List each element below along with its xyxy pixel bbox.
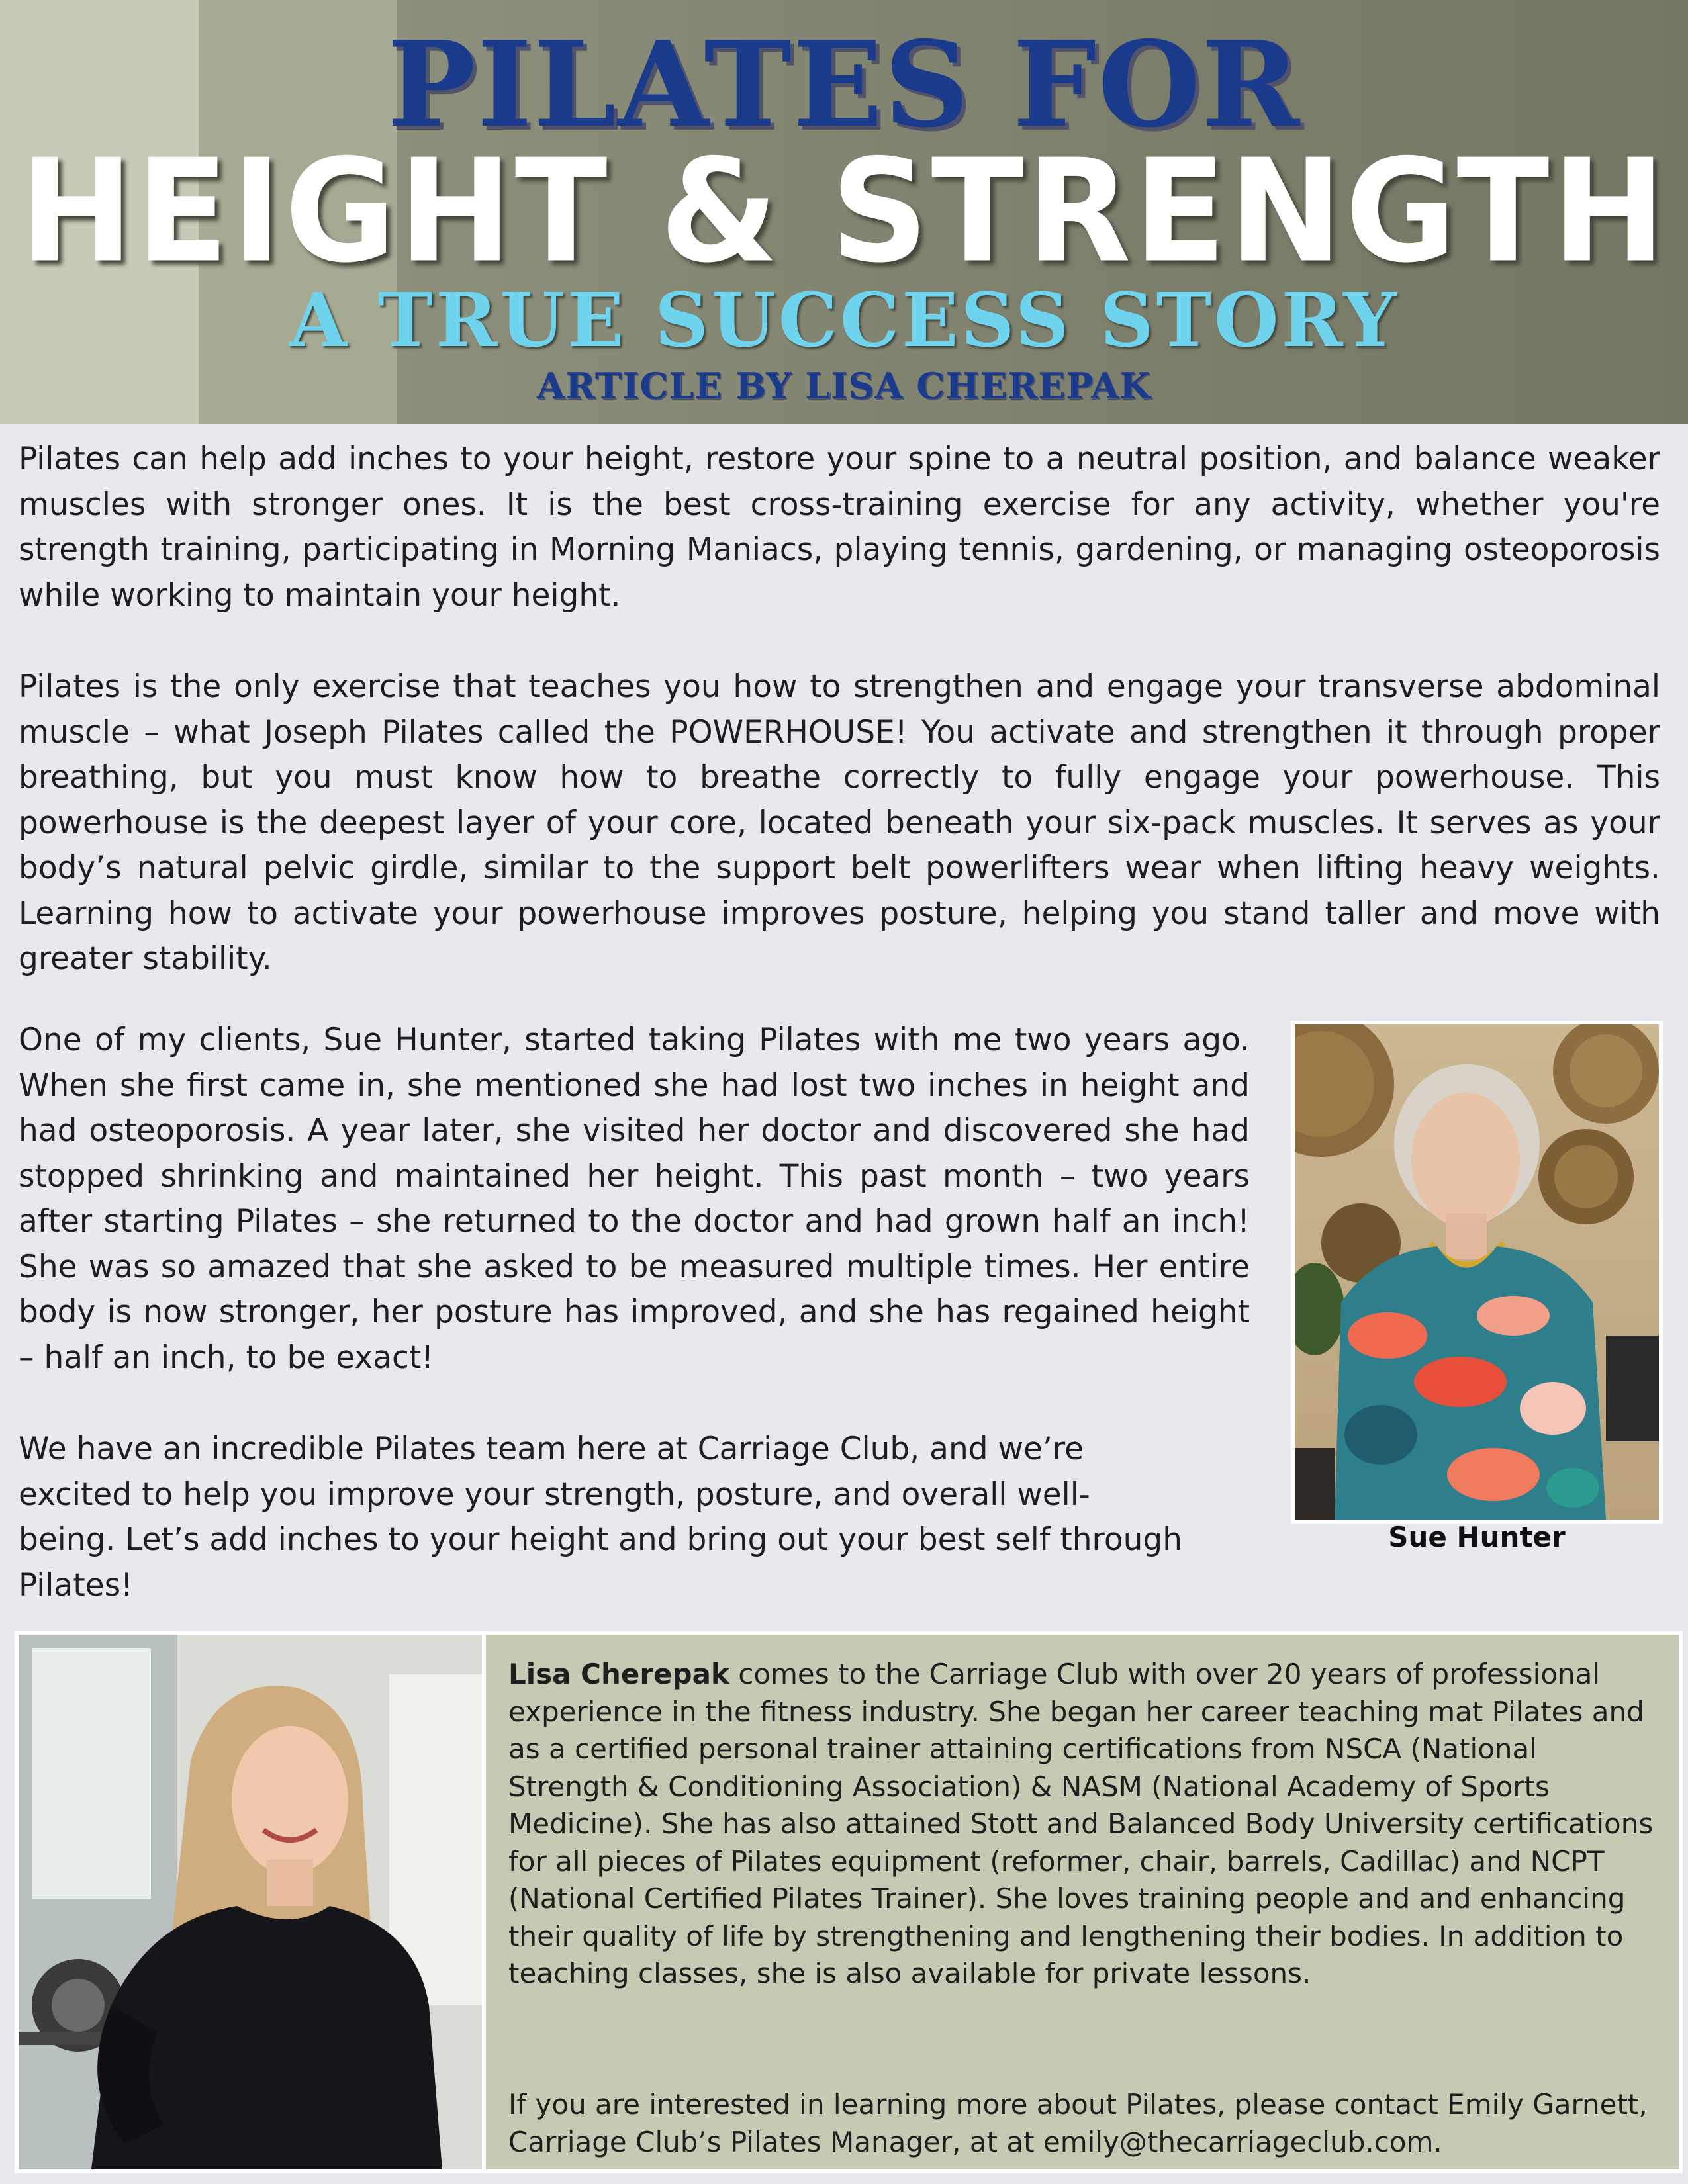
lisa-cherepak-portrait-illustration [19,1635,482,2169]
article-paragraph-4: We have an incredible Pilates team here at Carriage Club, and we’re excited to help you improve your strength, posture, and overall well-being. Let’s add inches to your height and bring out your best self through Pilates! [19,1431,1183,1604]
author-name: Lisa Cherepak [508,1658,729,1690]
lisa-cherepak-photo [19,1635,486,2169]
article-paragraph-2: Pilates is the only exercise that teaches you how to strengthen and engage your transverse abdominal muscle – what Joseph Pilates called the POWERHOUSE! You activate and strengthen it through proper breathing, but you must know how to breathe correctly to fully engage your powerhouse. This powerhouse is the deepest layer of your core, located beneath your six-pack muscles. It serves as your body’s natural pelvic girdle, similar to the support belt powerlifters wear when lifting heavy weights. Learning how to activate your powerhouse improves posture, helping you stand taller and move with greater stability. [19,668,1660,977]
author-bio-body: comes to the Carriage Club with over 20 years of professional experience in the fitness industry. She began her career teaching mat Pilates and as a certified personal trainer attaining certifications from NSCA (National Strength & Conditioning Association) & NASM (National Academy of Sports Medicine). She has also attained Stott and Balanced Body University certifications for all pieces of Pilates equipment (reformer, chair, barrels, Cadillac) and NCPT (National Certified Pilates Trainer). She loves training people and and enhancing their quality of life by strengthening and lengthening their bodies. In addition to teaching classes, she is also available for private lessons. [508,1658,1654,1989]
header-banner [0,0,1688,424]
article-paragraph-3: One of my clients, Sue Hunter, started taking Pilates with me two years ago. When she first came in, she mentioned she had lost two inches in height and had osteoporosis. A year later, she visited her doctor and discovered she had stopped shrinking and maintained her height. This past month – two years after starting Pilates – she returned to the doctor and had grown half an inch! She was so amazed that she asked to be measured multiple times. Her entire body is now stronger, her posture has improved, and she has regained height – half an inch, to be exact! [19,1022,1250,1376]
article-paragraph-1: Pilates can help add inches to your height, restore your spine to a neutral position, and balance weaker muscles with stronger ones. It is the best cross-training exercise for any activity, whether you're strength training, participating in Morning Maniacs, playing tennis, gardening, or managing osteoporosis while working to maintain your height. [19,441,1660,614]
sue-hunter-portrait-illustration [1295,1024,1659,1520]
author-contact-text: If you are interested in learning more about Pilates, please contact Emily Garnett, Carriage Club’s Pilates Manager, at at emily@thecarriageclub.com. [508,2088,1648,2158]
author-bio-text [508,1656,1660,1993]
byline: ARTICLE BY LISA CHEREPAK [537,365,1151,407]
title-line-2: HEIGHT & STRENGTH [19,129,1669,295]
title-line-1: PILATES FOR [387,15,1301,154]
sue-hunter-caption: Sue Hunter [1388,1521,1566,1553]
sue-hunter-photo [1291,1021,1663,1524]
subtitle: A TRUE SUCCESS STORY [289,277,1399,364]
author-bio-box [15,1631,1683,2173]
